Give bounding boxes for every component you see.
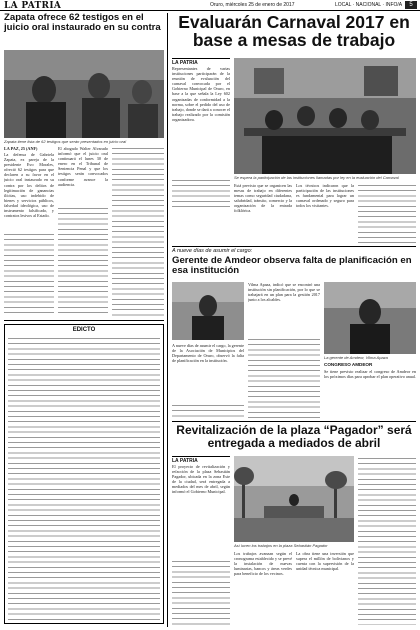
masthead xyxy=(0,0,420,11)
plaza-text-a: El proyecto de revitalización y refacción de la plaza Sebastián Pagador, ubicada en la zona Este de la ciudad, será entregada a mediados del mes de abril, según informó el Gobierno Municipal. xyxy=(172,464,230,495)
plaza-text-b: Los trabajos avanzan según el cronograma establecido y se prevé la instalación de nuevas luminarias, bancos y áreas verdes para beneficio de los vecinos. xyxy=(234,551,292,577)
zapata-photo-caption: Zapata tiene lista de 62 testigos que serán presentados en juicio oral xyxy=(4,139,127,144)
divider xyxy=(172,246,416,247)
carnaval-body-col4 xyxy=(358,183,416,243)
zapata-body-col1 xyxy=(4,232,54,316)
amdeor-photo-caption: La gerente de Amdeor, Vilma Apaza xyxy=(324,355,388,360)
page-number: 5 xyxy=(405,1,417,9)
plaza-photo-caption: Así lucen los trabajos en la plaza Sebastián Pagador xyxy=(234,543,328,548)
carnaval-headline: Evaluarán Carnaval 2017 en base a mesas de trabajo xyxy=(178,12,410,51)
carnaval-text-c: Los técnicos indicaron que la participación de las instituciones es fundamental para lograr un carnaval ordenado y seguro para todos los visitantes. xyxy=(296,183,354,209)
carnaval-text-b: Está previsto que se organicen las mesas de trabajo en diferentes temas como seguridad ciudadana, salubridad, tránsito, comercio y la organización de la entrada folklórica. xyxy=(234,183,292,214)
divider xyxy=(172,421,416,422)
amdeor-kicker: A nueve días de asumir el cargo: xyxy=(172,248,253,254)
zapata-body-col2 xyxy=(58,206,108,316)
amdeor-text-c: Se tiene previsto realizar el congreso de Amdeor en los próximos días para aprobar el plan operativo anual. xyxy=(324,369,416,380)
amdeor-text-a: A nueve días de asumir el cargo, la gerente de la Asociación de Municipios del Departamento de Oruro, observó la falta de planificación en la institución. xyxy=(172,343,244,364)
carnaval-photo-caption: Se espera la participación de las instituciones llamadas por ley en la evaluación del Carnaval xyxy=(234,175,399,180)
zapata-continuation: El abogado Walter Alvarado informó que el juicio oral continuará el lunes 30 de enero en el Tribunal de Sentencia Penal y que los testigos serán convocados conforme avance la audiencia. xyxy=(58,146,108,187)
zapata-headline: Zapata ofrece 62 testigos en el juicio oral instaurado en su contra xyxy=(4,12,161,34)
amdeor-subhead: CONGRESO AMDEOR xyxy=(324,362,373,367)
plaza-text-c: La obra tiene una inversión que supera el millón de bolivianos y cuenta con la supervisión de la unidad técnica municipal. xyxy=(296,551,354,572)
divider xyxy=(4,320,164,321)
plaza-headline: Revitalización de la plaza “Pagador” será entregada a mediados de abril xyxy=(176,423,412,450)
amdeor-gerente-photo xyxy=(324,282,416,354)
zapata-lead: La defensa de Gabriela Zapata, ex pareja de la presidente Evo Morales, ofreció 62 testigos para que declaren a su favor en el juicio oral instaurado en su contra por los delitos de legitimación de ganancias ilícitas, uso indebido de bienes y servicios públicos, falsedad ideológica, uso de instrumento falsificado, y contratos lesivos al Estado. xyxy=(4,152,54,219)
zapata-dateline: LA PAZ, 25 (ANF) xyxy=(4,146,38,151)
amdeor-photo xyxy=(172,282,244,340)
zapata-photo xyxy=(4,50,164,138)
amdeor-body-col2 xyxy=(248,337,320,418)
carnaval-photo xyxy=(234,58,416,174)
plaza-photo xyxy=(234,456,354,542)
date-line: Oruro, miércoles 25 de enero de 2017 xyxy=(210,2,295,8)
carnaval-kicker: LA PATRIA xyxy=(172,58,230,66)
column-rule xyxy=(167,13,168,627)
edicto-left-text xyxy=(8,336,160,622)
amdeor-text-b: Vilma Apaza, indicó que se encontró una institución sin planificación, por lo que se trabajará en un plan para la gestión 2017 junto a los alcaldes. xyxy=(248,282,320,303)
edicto-left xyxy=(4,324,164,624)
edicto-left-title: EDICTO xyxy=(72,327,96,333)
carnaval-text-a: Representantes de varias instituciones participarán de la reunión de evaluación del carnaval convocada por el Gobierno Municipal de Oruro, en base a la que señala la Ley 602 organizadas de conformidad a la norma, sobre el pedido del uso de trabajo, donde se dará a conocer el trabajo realizado por la comisión organizadora. xyxy=(172,66,230,122)
carnaval-body-col1 xyxy=(172,178,230,208)
plaza-body-col1 xyxy=(172,559,230,625)
plaza-body-col4 xyxy=(358,456,416,625)
plaza-kicker: LA PATRIA xyxy=(172,456,230,464)
amdeor-headline: Gerente de Amdeor observa falta de planificación en esa institución xyxy=(172,255,412,277)
section-label: LOCAL · NACIONAL · INFO/A xyxy=(335,2,403,8)
newspaper-logo: LA PATRIA xyxy=(4,1,62,11)
amdeor-body-col1 xyxy=(172,403,244,418)
zapata-body-col3 xyxy=(112,146,164,316)
